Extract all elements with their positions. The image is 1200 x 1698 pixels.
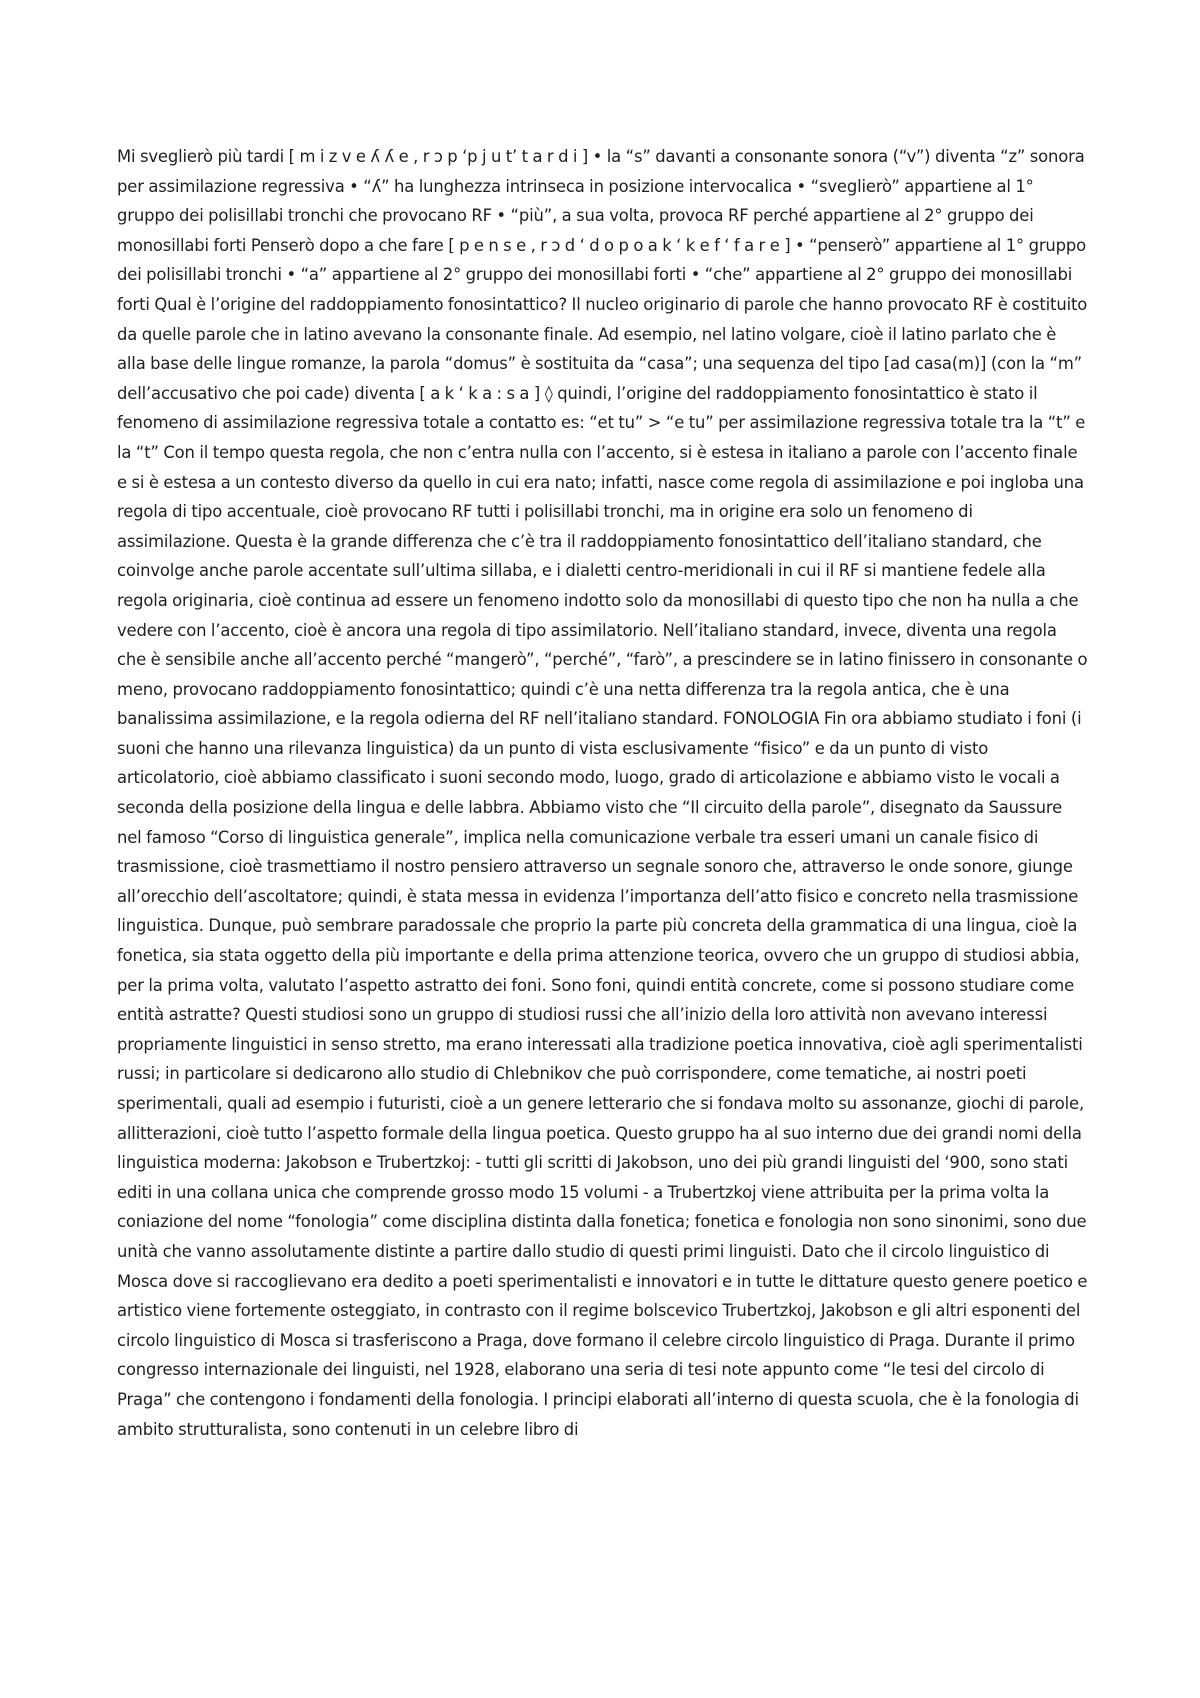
body-paragraph: Mi sveglierò più tardi [ m i z v e ʎ ʎ e , r ɔ p ‘p j u t’ t a r d i ] • la “s” davanti a consonante sonora (“v”) diventa “z” sonora per assimilazione regressiva • “ʎ” ha lunghezza intrinseca in posizione intervocalica • “sveglierò” appartiene al 1° gruppo dei polisillabi tronchi che provocano RF • “più”, a sua volta, provoca RF perché appartiene al 2° gruppo dei monosillabi forti Penserò dopo a che fare [ p e n s e , r ɔ d ‘ d o p o a k ‘ k e f ‘ f a r e ] • “penserò” appartiene al 1° gruppo dei polisillabi tronchi • “a” appartiene al 2° gruppo dei monosillabi forti • “che” appartiene al 2° gruppo dei monosillabi forti Qual è l’origine del raddoppiamento fonosintattico? Il nucleo originario di parole che hanno provocato RF è costituito da quelle parole che in latino avevano la consonante finale. Ad esempio, nel latino volgare, cioè il latino parlato che è alla base delle lingue romanze, la parola “domus” è sostituita da “casa”; una sequenza del tipo [ad casa(m)] (con la “m” dell’accusativo che poi cade) diventa [ a k ‘ k a : s a ] ◊ quindi, l’origine del raddoppiamento fonosintattico è stato il fenomeno di assimilazione regressiva totale a contatto es: “et tu” > “e tu” per assimilazione regressiva totale tra la “t” e la “t” Con il tempo questa regola, che non c’entra nulla con l’accento, si è estesa in italiano a parole con l’accento finale e si è estesa a un contesto diverso da quello in cui era nato; infatti, nasce come regola di assimilazione e poi ingloba una regola di tipo accentuale, cioè provocano RF tutti i polisillabi tronchi, ma in origine era solo un fenomeno di assimilazione. Questa è la grande differenza che c’è tra il raddoppiamento fonosintattico dell’italiano standard, che coinvolge anche parole accentate sull’ultima sillaba, e i dialetti centro-meridionali in cui il RF si mantiene fedele alla regola originaria, cioè continua ad essere un fenomeno indotto solo da monosillabi di questo tipo che non ha nulla a che vedere con l’accento, cioè è ancora una regola di tipo assimilatorio. Nell’italiano standard, invece, diventa una regola che è sensibile anche all’accento perché “mangerò”, “perché”, “farò”, a prescindere se in latino finissero in consonante o meno, provocano raddoppiamento fonosintattico; quindi c’è una netta differenza tra la regola antica, che è una banalissima assimilazione, e la regola odierna del RF nell’italiano standard. FONOLOGIA Fin ora abbiamo studiato i foni (i suoni che hanno una rilevanza linguistica) da un punto di vista esclusivamente “fisico” e da un punto di visto articolatorio, cioè abbiamo classificato i suoni secondo modo, luogo, grado di articolazione e abbiamo visto le vocali a seconda della posizione della lingua e delle labbra. Abbiamo visto che “Il circuito della parole”, disegnato da Saussure nel famoso “Corso di linguistica generale”, implica nella comunicazione verbale tra esseri umani un canale fisico di trasmissione, cioè trasmettiamo il nostro pensiero attraverso un segnale sonoro che, attraverso le onde sonore, giunge all’orecchio dell’ascoltatore; quindi, è stata messa in evidenza l’importanza dell’atto fisico e concreto nella trasmissione linguistica. Dunque, può sembrare paradossale che proprio la parte più concreta della grammatica di una lingua, cioè la fonetica, sia stata oggetto della più importante e della prima attenzione teorica, ovvero che un gruppo di studiosi abbia, per la prima volta, valutato l’aspetto astratto dei foni. Sono foni, quindi entità concrete, come si possono studiare come entità astratte? Questi studiosi sono un gruppo di studiosi russi che all’inizio della loro attività non avevano interessi propriamente linguistici in senso stretto, ma erano interessati alla tradizione poetica innovativa, cioè agli sperimentalisti russi; in particolare si dedicarono allo studio di Chlebnikov che può corrispondere, come tematiche, ai nostri poeti sperimentali, quali ad esempio i futuristi, cioè a un genere letterario che si fondava molto su assonanze, giochi di parole, allitterazioni, cioè tutto l’aspetto formale della lingua poetica. Questo gruppo ha al suo interno due dei grandi nomi della linguistica moderna: Jakobson e Trubertzkoj: - tutti gli scritti di Jakobson, uno dei più grandi linguisti del ‘900, sono stati editi in una collana unica che comprende grosso modo 15 volumi - a Trubertzkoj viene attribuita per la prima volta la coniazione del nome “fonologia” come disciplina distinta dalla fonetica; fonetica e fonologia non sono sinonimi, sono due unità che vanno assolutamente distinte a partire dallo studio di questi primi linguisti. Dato che il circolo linguistico di Mosca dove si raccoglievano era dedito a poeti sperimentalisti e innovatori e in tutte le dittature questo genere poetico e artistico viene fortemente osteggiato, in contrasto con il regime bolscevico Trubertzkoj, Jakobson e gli altri esponenti del circolo linguistico di Mosca si trasferiscono a Praga, dove formano il celebre circolo linguistico di Praga. Durante il primo congresso internazionale dei linguisti, nel 1928, elaborano una seria di tesi note appunto come “le tesi del circolo di Praga” che contengono i fondamenti della fonologia. I principi elaborati all’interno di questa scuola, che è la fonologia di ambito strutturalista, sono contenuti in un celebre libro di (117, 147, 1088, 1439)
